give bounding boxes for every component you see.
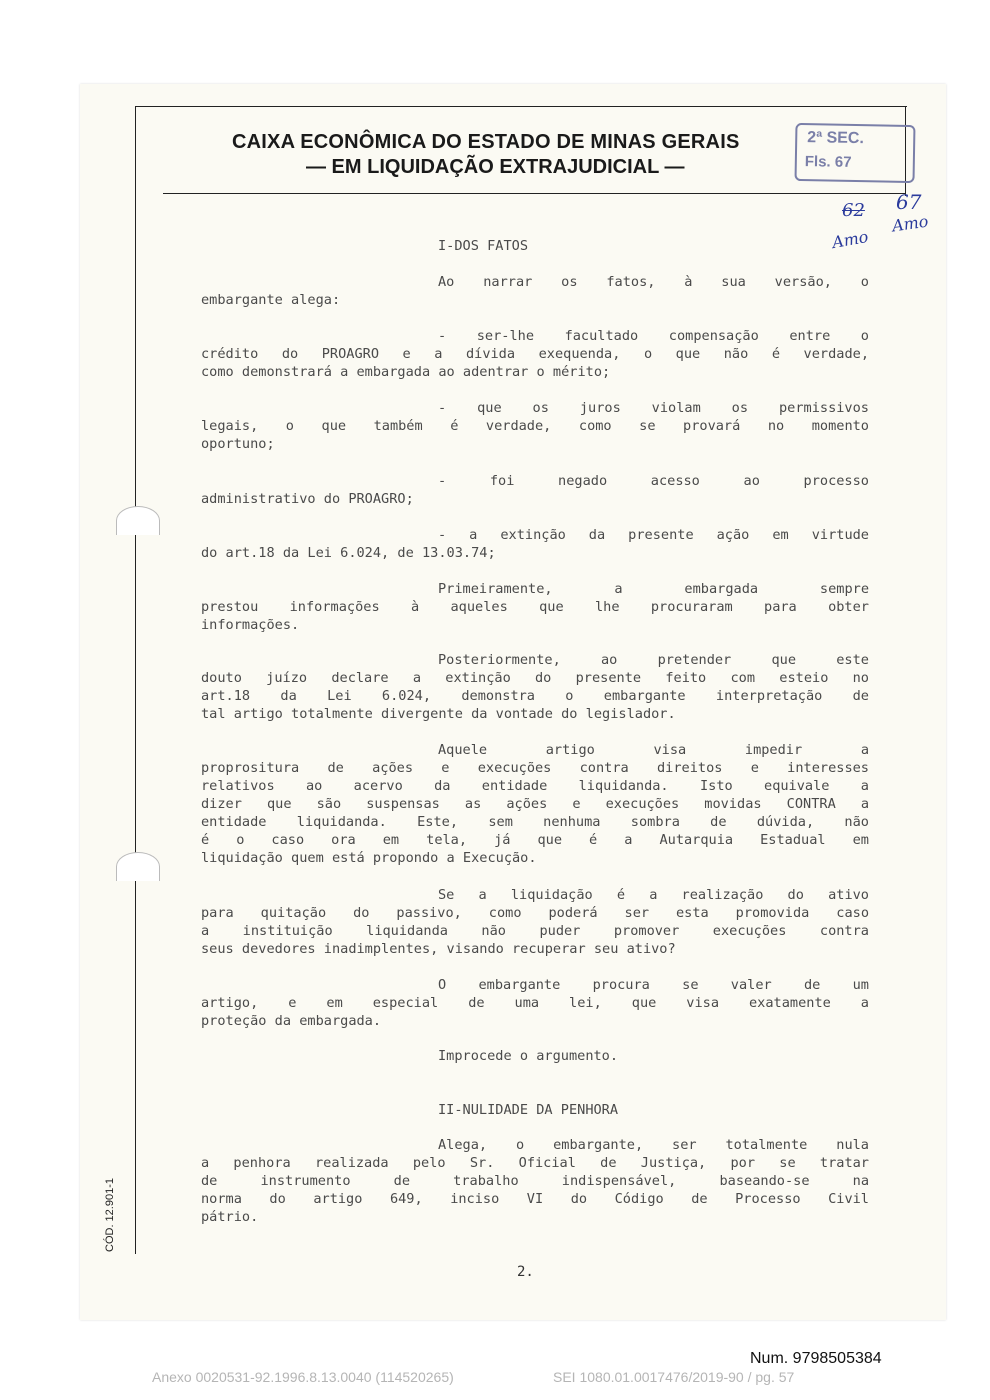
body-line: proprositura de ações e execuções contra direitos e interesses [201, 760, 869, 776]
body-line: Posteriormente, ao pretender que este [438, 652, 869, 668]
body-line: liquidação quem está propondo a Execução. [201, 850, 537, 866]
footer-sei: SEI 1080.01.0017476/2019-90 / pg. 57 [553, 1369, 795, 1385]
body-line: pátrio. [201, 1209, 259, 1225]
body-line: - ser-lhe facultado compensação entre o [438, 328, 869, 344]
body-line: Aquele artigo visa impedir a [438, 742, 869, 758]
body-line: para quitação do passivo, como poderá ser esta promovida caso [201, 905, 869, 921]
body-line: Ao narrar os fatos, à sua versão, o [438, 274, 869, 290]
body-line: douto juízo declare a extinção do presente feito com esteio no [201, 670, 869, 686]
body-line: relativos ao acervo da entidade liquidanda. Isto equivale a [201, 778, 869, 794]
body-line: de instrumento de trabalho indispensável, baseando-se na [201, 1173, 869, 1189]
body-line: art.18 da Lei 6.024, demonstra o embargante interpretação de [201, 688, 869, 704]
frame-border-top [135, 106, 907, 107]
body-line: Improcede o argumento. [438, 1048, 619, 1064]
body-line: dizer que são suspensas as ações e execuções movidas CONTRA a [201, 796, 869, 812]
document-number: Num. 9798505384 [750, 1350, 882, 1367]
body-line: embargante alega: [201, 292, 341, 308]
frame-border-left [135, 106, 136, 1254]
punch-hole [116, 506, 160, 535]
stamp-section: 2ª SEC. [807, 129, 865, 148]
body-line: a penhora realizada pelo Sr. Oficial de Justiça, por se tratar [201, 1155, 869, 1171]
section-stamp [795, 123, 916, 183]
section-heading-penhora: II-NULIDADE DA PENHORA [438, 1102, 619, 1118]
handwritten-new-folio: 67 [896, 190, 922, 214]
body-line: como demonstrará a embargada ao adentrar o mérito; [201, 364, 611, 380]
page-number: 2. [517, 1264, 534, 1280]
body-line: crédito do PROAGRO e a dívida exequenda, o que não é verdade, [201, 346, 869, 362]
body-line: proteção da embargada. [201, 1013, 382, 1029]
body-line: do art.18 da Lei 6.024, de 13.03.74; [201, 545, 496, 561]
body-line: - que os juros violam os permissivos [438, 400, 869, 416]
header-rule [163, 193, 905, 194]
handwritten-old-folio: 62 [842, 200, 865, 221]
handwritten-initials: Amo [830, 226, 870, 253]
body-line: entidade liquidanda. Este, sem nenhuma sombra de dúvida, não [201, 814, 869, 830]
body-line: tal artigo totalmente divergente da vontade do legislador. [201, 706, 676, 722]
body-line: norma do artigo 649, inciso VI do Código de Processo Civil [201, 1191, 869, 1207]
body-line: - a extinção da presente ação em virtude [438, 527, 869, 543]
body-line: O embargante procura se valer de um [438, 977, 869, 993]
body-line: legais, o que também é verdade, como se provará no momento [201, 418, 869, 434]
letterhead-title: CAIXA ECONÔMICA DO ESTADO DE MINAS GERAIS [232, 131, 740, 153]
body-line: é o caso ora em tela, já que é a Autarquia Estadual em [201, 832, 869, 848]
body-line: prestou informações à aqueles que lhe procuraram para obter [201, 599, 869, 615]
body-line: - foi negado acesso ao processo [438, 473, 869, 489]
body-line: Primeiramente, a embargada sempre [438, 581, 869, 597]
letterhead-subtitle: — EM LIQUIDAÇÃO EXTRAJUDICIAL — [306, 156, 685, 178]
body-line: seus devedores inadimplentes, visando recuperar seu ativo? [201, 941, 676, 957]
form-code: CÓD. 12.901-1 [104, 1178, 116, 1252]
body-line: Se a liquidação é a realização do ativo [438, 887, 869, 903]
body-line: a instituição liquidanda não puder promover execuções contra [201, 923, 869, 939]
stamp-folio: Fls. 67 [804, 153, 852, 171]
section-heading-facts: I-DOS FATOS [438, 238, 529, 254]
footer-annex: Anexo 0020531-92.1996.8.13.0040 (114520265) [152, 1369, 454, 1385]
body-line: Alega, o embargante, ser totalmente nula [438, 1137, 869, 1153]
body-line: oportuno; [201, 436, 275, 452]
body-line: artigo, e em especial de uma lei, que visa exatamente a [201, 995, 869, 1011]
body-line: informações. [201, 617, 300, 633]
punch-hole [116, 852, 160, 881]
handwritten-initials: Amo [890, 211, 930, 236]
body-line: administrativo do PROAGRO; [201, 491, 414, 507]
